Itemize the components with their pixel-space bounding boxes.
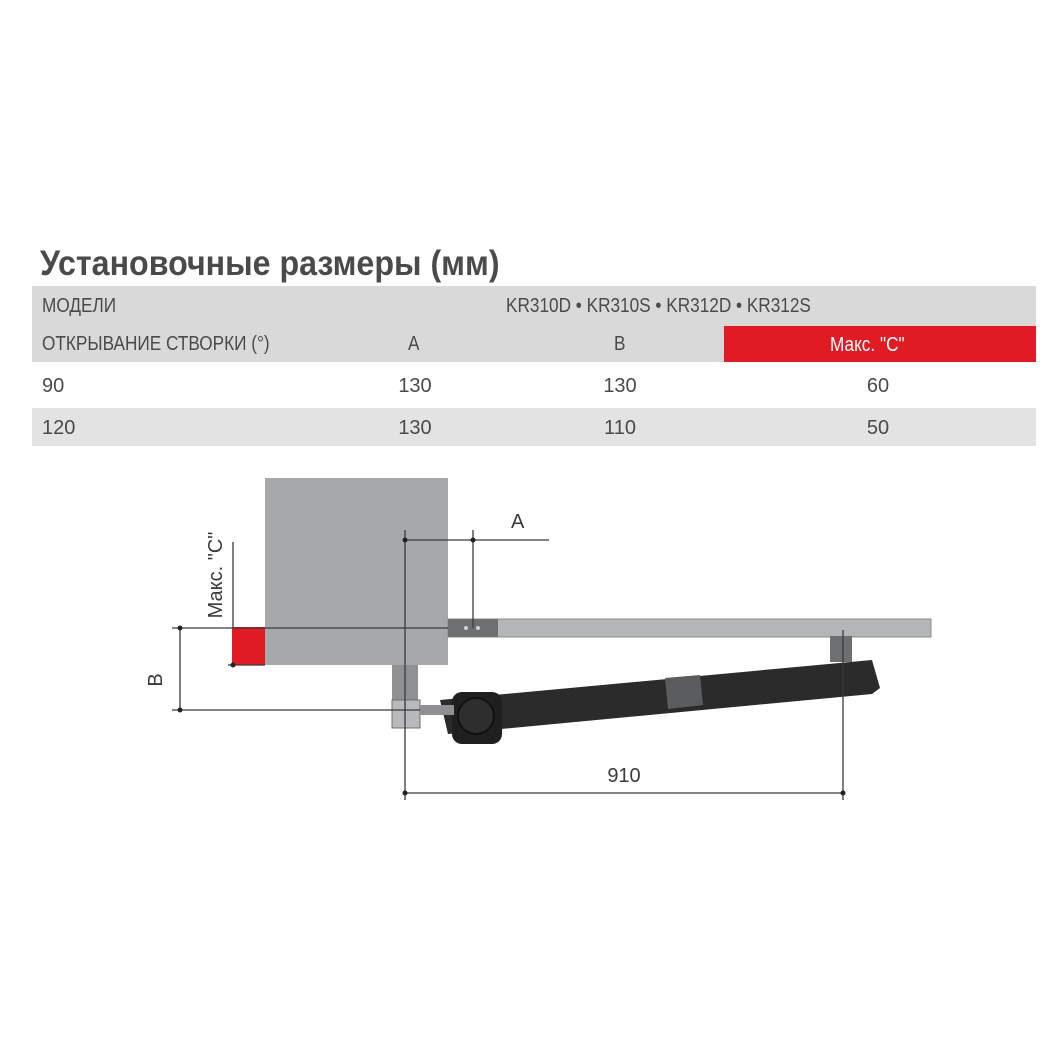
- col-b-header: B: [614, 333, 626, 355]
- motor-cap: [458, 698, 494, 734]
- cell-b: 130: [603, 375, 637, 397]
- pivot-plate: [392, 700, 420, 728]
- models-label: МОДЕЛИ: [42, 295, 117, 317]
- models-value: KR310D • KR310S • KR312D • KR312S: [506, 295, 811, 317]
- cell-b: 110: [604, 417, 636, 439]
- opening-label: ОТКРЫВАНИЕ СТВОРКИ (°): [42, 333, 270, 355]
- operator-joint: [665, 675, 703, 709]
- gate-bracket: [830, 636, 852, 662]
- cell-angle: 120: [42, 417, 76, 439]
- label-max-c: Макс. "C": [205, 531, 227, 619]
- pillar: [265, 478, 448, 665]
- cell-a: 130: [398, 375, 432, 397]
- cell-a: 130: [398, 417, 432, 439]
- col-a-header: A: [408, 333, 420, 355]
- label-a: A: [511, 511, 525, 533]
- max-c-zone: [232, 627, 265, 665]
- label-b: B: [145, 673, 167, 687]
- cell-c: 60: [866, 375, 890, 397]
- pivot-link: [420, 705, 454, 715]
- cell-c: 50: [866, 417, 890, 439]
- label-910: 910: [607, 765, 641, 787]
- gate-leaf: [448, 619, 931, 637]
- page-title: Установочные размеры (мм): [40, 244, 500, 283]
- col-c-header: Макс. "C": [830, 334, 905, 356]
- cell-angle: 90: [42, 375, 65, 397]
- operator-body: [440, 660, 880, 734]
